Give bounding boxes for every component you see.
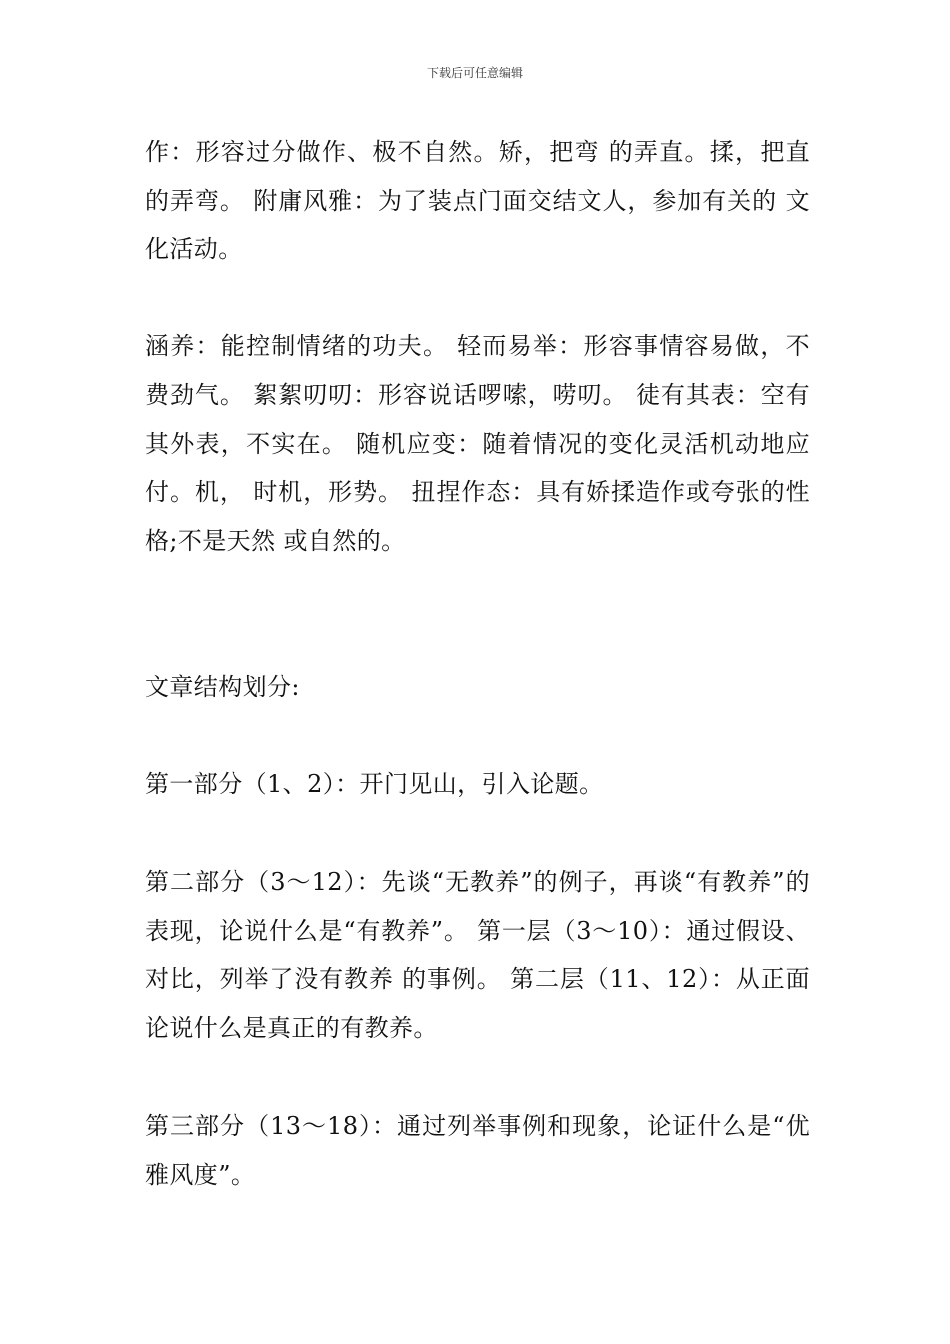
page-header: 下载后可任意编辑 — [426, 66, 523, 80]
paragraph-part-one: 第一部分（1、2）：开门见山，引入论题。 — [145, 770, 604, 799]
paragraph-word-definitions-2: 涵养：能控制情绪的功夫。 轻而易举：形容事情容易做，不费劲气。 絮絮叨叨：形容说话啰嗦，唠叨。 徒有其表：空有其外表，不实在。 随机应变：随着情况的变化灵活机动地应付。机， 时机，形势。 扭捏作态：具有娇揉造作或夸张的性格;不是天然 或自然的。 — [145, 332, 810, 555]
section-heading-structure: 文章结构划分: — [145, 672, 300, 701]
document-body — [145, 128, 810, 1199]
paragraph-part-three: 第三部分（13～18）：通过列举事例和现象，论证什么是“优雅风度”。 — [145, 1111, 810, 1189]
paragraph-word-definitions-1: 作：形容过分做作、极不自然。矫，把弯 的弄直。揉，把直的弄弯。 附庸风雅：为了装点门面交结文人，参加有关的 文化活动。 — [145, 138, 810, 264]
paragraph-part-two: 第二部分（3～12）：先谈“无教养”的例子，再谈“有教养”的表现，论说什么是“有教养”。 第一层（3～10）：通过假设、对比，列举了没有教养 的事例。 第二层（11、12）：从正面论说什么是真正的有教养。 — [145, 868, 810, 1043]
